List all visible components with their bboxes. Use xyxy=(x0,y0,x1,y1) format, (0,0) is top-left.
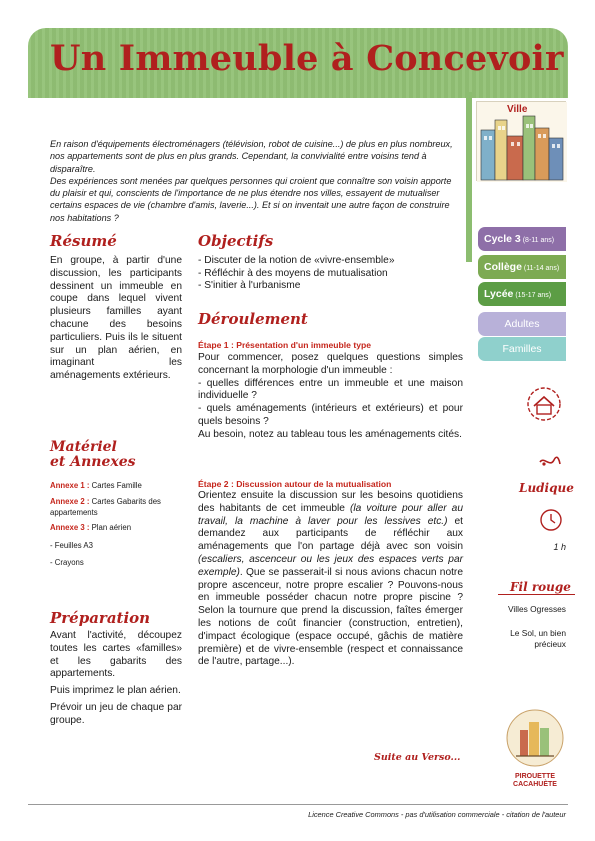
resume-heading: Résumé xyxy=(50,232,117,250)
etape1-paragraph: Au besoin, notez au tableau tous les aménagements cités. xyxy=(198,428,462,440)
fil-rouge-heading: Fil rouge xyxy=(498,580,575,595)
banner-strip xyxy=(466,92,472,262)
suite-verso-link: Suite au Verso... xyxy=(374,752,461,763)
etape2-title: Étape 2 : Discussion autour de la mutualisation xyxy=(198,479,392,489)
etape2-segment: (la voiture pour aller au travail, la machine à laver pour les lessives etc.) xyxy=(198,502,463,527)
annex-item xyxy=(50,496,185,518)
resume-text: En groupe, à partir d'une discussion, les participants dessinent un immeuble en coupe dans lequel vivent plusieurs familles ayant chacune des besoins particuliers. Puis ils le situent sur un plan aérien, en imaginant les aménagements extérieurs. xyxy=(50,255,182,382)
annex-text: Plan aérien xyxy=(89,523,132,532)
material-item: - Crayons xyxy=(50,558,84,567)
etape1-text xyxy=(198,352,463,442)
theme-label: Ville xyxy=(507,104,528,115)
fil-rouge-item: Villes Ogresses xyxy=(507,604,566,614)
intro-paragraph: Des expériences sont menées par quelques personnes qui croient que connaître son voisin apporte du plaisir et qui, conscients de l'importance de ne plus étendre nos villes, essayent de mutualiser certains espaces de vie (chambre d'amis, laverie...). Et si on inventait une autre façon de construire nos habitations ? xyxy=(50,175,452,223)
ludique-label: Ludique xyxy=(519,481,574,495)
age-pill: Lycée (15-17 ans) xyxy=(478,282,566,306)
age-pill: Collège (11-14 ans) xyxy=(478,255,566,279)
annex-item xyxy=(50,480,185,491)
logo-text: PIROUETTE xyxy=(514,773,556,780)
footer-divider xyxy=(28,804,568,805)
material-item: - Feuilles A3 xyxy=(50,541,93,550)
page-title: Un Immeuble à Concevoir xyxy=(50,38,564,79)
dice-icon xyxy=(538,456,562,470)
annex-item xyxy=(50,522,185,533)
house-icon xyxy=(526,386,562,422)
etape1-paragraph: Pour commencer, posez quelques questions simples concernant la morphologie d'un immeuble : xyxy=(198,352,463,376)
objectifs-list xyxy=(198,255,463,293)
objectifs-heading: Objectifs xyxy=(198,232,274,250)
annex-text: Cartes Gabarits des appartements xyxy=(50,497,161,517)
objectif-item: - Discuter de la notion de «vivre-ensemble» xyxy=(198,255,395,266)
materiel-heading-line: Matériel xyxy=(50,439,117,455)
logo-text: CACAHUÈTE xyxy=(513,781,557,788)
license-footer: Licence Creative Commons - pas d'utilisation commerciale - citation de l'auteur xyxy=(308,810,566,819)
preparation-paragraph: Puis imprimez le plan aérien. xyxy=(50,685,181,697)
etape1-title: Étape 1 : Présentation d'un immeuble type xyxy=(198,340,371,350)
preparation-paragraph: Avant l'activité, découpez toutes les cartes «familles» et les gabarits des appartements. xyxy=(50,630,182,680)
age-pill: Adultes xyxy=(478,312,566,336)
pirouette-cacahuete-logo xyxy=(504,708,566,792)
materiel-heading xyxy=(50,440,136,470)
objectif-item: - S'initier à l'urbanisme xyxy=(198,280,301,291)
preparation-paragraph: Prévoir un jeu de chaque par groupe. xyxy=(50,701,182,726)
duration: 1 h xyxy=(553,542,566,552)
intro-paragraph: En raison d'équipements électroménagers (télévision, robot de cuisine...) de plus en plus nombreux, nos appartements sont de plus en plus grands. Cependant, la convivialité entre voisins tend à disparaître. xyxy=(50,139,453,174)
age-pill: Familles xyxy=(478,337,566,361)
age-pill: Cycle 3 (8-11 ans) xyxy=(478,227,566,251)
annex-label: Annexe 1 : xyxy=(50,481,90,490)
preparation-heading: Préparation xyxy=(50,609,151,627)
etape1-paragraph: - quelles différences entre un immeuble et une maison individuelle ? xyxy=(198,377,463,402)
fil-rouge-item: Le Sol, un bien précieux xyxy=(510,628,566,649)
annex-text: Cartes Famille xyxy=(89,481,142,490)
materiel-heading-line: et Annexes xyxy=(50,454,136,470)
etape2-segment: et demandez aux participants de réfléchir aux aménagements que l'on partage déjà avec son voisin xyxy=(198,515,463,553)
annex-label: Annexe 3 : xyxy=(50,523,90,532)
clock-icon xyxy=(539,508,563,532)
etape2-segment: (escaliers, ascenceur ou les jeux des espaces verts par exemple) xyxy=(198,553,463,578)
deroulement-heading: Déroulement xyxy=(198,310,308,328)
preparation-text xyxy=(50,630,182,728)
objectif-item: - Réfléchir à des moyens de mutualisation xyxy=(198,267,388,279)
city-illustration xyxy=(476,101,566,181)
intro-text xyxy=(50,138,458,224)
etape2-text xyxy=(198,490,463,669)
etape2-segment: . Que se passerait-il si nous avions chacun notre propre ascenceur, notre propre escalier ? Pouvons-nous en immeuble posséder chacun notre propre piscine ? Selon la tournure que prend la discussion, faîtes émerger les notions de coût financier (construction, entretien), d'impact écologique (espace occupé, gâchis de matière première) et de vivre-ensemble (respect et connaissance de l'autre, partage...). xyxy=(198,566,463,668)
annex-label: Annexe 2 : xyxy=(50,497,90,506)
etape1-paragraph: - quels aménagements (intérieurs et extérieurs) et pour quels besoins ? xyxy=(198,403,463,427)
etape2-segment: Orientez ensuite la discussion sur les besoins quotidiens des habitants de cet immeuble xyxy=(198,490,463,514)
